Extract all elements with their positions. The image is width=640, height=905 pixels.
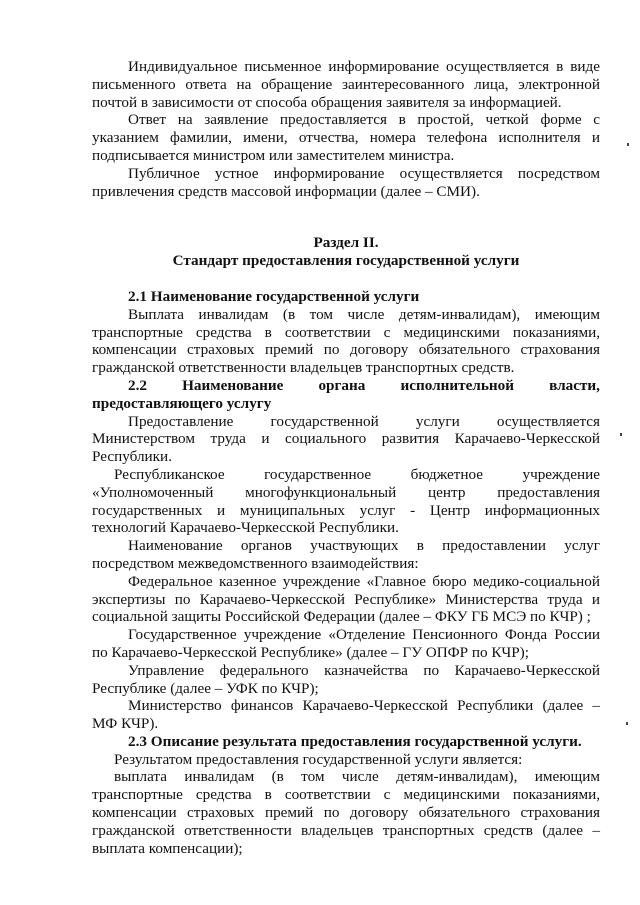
text-2-2-agencies-intro: Наименование органов участвующих в предоставлении услуг посредством межведомственного взаимодействия: [92, 537, 600, 572]
paragraph-public-informing: Публичное устное информирование осуществляется посредством привлечения средств массовой информации (далее – СМИ). [92, 164, 600, 200]
heading-2-2-word: органа [318, 376, 366, 394]
heading-2-2-word: 2.2 [128, 376, 147, 394]
scan-speck [626, 722, 628, 725]
text-2-2-opfr: Государственное учреждение «Отделение Пенсионного Фонда России по Карачаево-Черкесской Республике» (далее – ГУ ОПФР по КЧР); [92, 626, 600, 661]
heading-2-2 [92, 377, 600, 395]
heading-2-2-continuation: предоставляющего услугу [92, 394, 272, 412]
text-2-2-mfc: Республиканское государственное бюджетное учреждение «Уполномоченный многофункциональный центр предоставления государственных и муниципальных услуг - Центр информационных технологий Карачаево-Черкесской Республики. [92, 465, 600, 537]
heading-2-2-word: власти, [549, 376, 600, 394]
text-2-3-result: выплата инвалидам (в том числе детям-инвалидам), имеющим транспортные средства в соответствии с медицинскими показаниями, компенсации страховых премий по договору обязательного страхования гражданской ответственности владельцев транспортных средств (далее – выплата компенсации); [92, 768, 600, 857]
section-subtitle: Стандарт предоставления государственной услуги [172, 252, 520, 270]
paragraph-written-informing: Индивидуальное письменное информирование осуществляется в виде письменного ответа на обращение заинтересованного лица, электронной почтой в зависимости от способа обращения заявителя за информацией. [92, 58, 600, 111]
text-2-2-ufk: Управление федерального казначейства по Карачаево-Черкесской Республике (далее – УФК по КЧР); [92, 661, 600, 697]
text-2-2-fku: Федеральное казенное учреждение «Главное бюро медико-социальной экспертизы по Карачаево-Черкесской Республике» Министерства труда и социальной защиты Российской Федерации (далее – ФКУ ГБ МСЭ по КЧР) ; [92, 572, 600, 626]
text-2-3-result-intro: Результатом предоставления государственной услуги является: [114, 750, 523, 768]
section-title: Раздел II. [313, 234, 379, 252]
text-2-1: Выплата инвалидам (в том числе детям-инвалидам), имеющим транспортные средства в соответствии с медицинскими показаниями, компенсации страховых премий по договору обязательного страхования гражданской ответственности владельцев транспортных средств. [92, 305, 600, 377]
heading-2-2-word: Наименование [182, 376, 284, 394]
heading-2-1: 2.1 Наименование государственной услуги [128, 287, 420, 305]
paragraph-answer-form: Ответ на заявление предоставляется в простой, четкой форме с указанием фамилии, имени, отчества, номера телефона исполнителя и подписывается министром или заместителем министра. [92, 111, 600, 164]
scan-speck [620, 433, 622, 436]
document-page [92, 58, 600, 857]
text-2-2-provider: Предоставление государственной услуги осуществляется Министерством труда и социального развития Карачаево-Черкесской Республики. [92, 412, 600, 466]
scan-speck [627, 143, 629, 146]
heading-2-2-word: исполнительной [400, 376, 514, 394]
heading-2-3: 2.3 Описание результата предоставления государственной услуги. [128, 732, 582, 750]
text-2-2-mf: Министерство финансов Карачаево-Черкесской Республики (далее – МФ КЧР). [92, 697, 600, 733]
